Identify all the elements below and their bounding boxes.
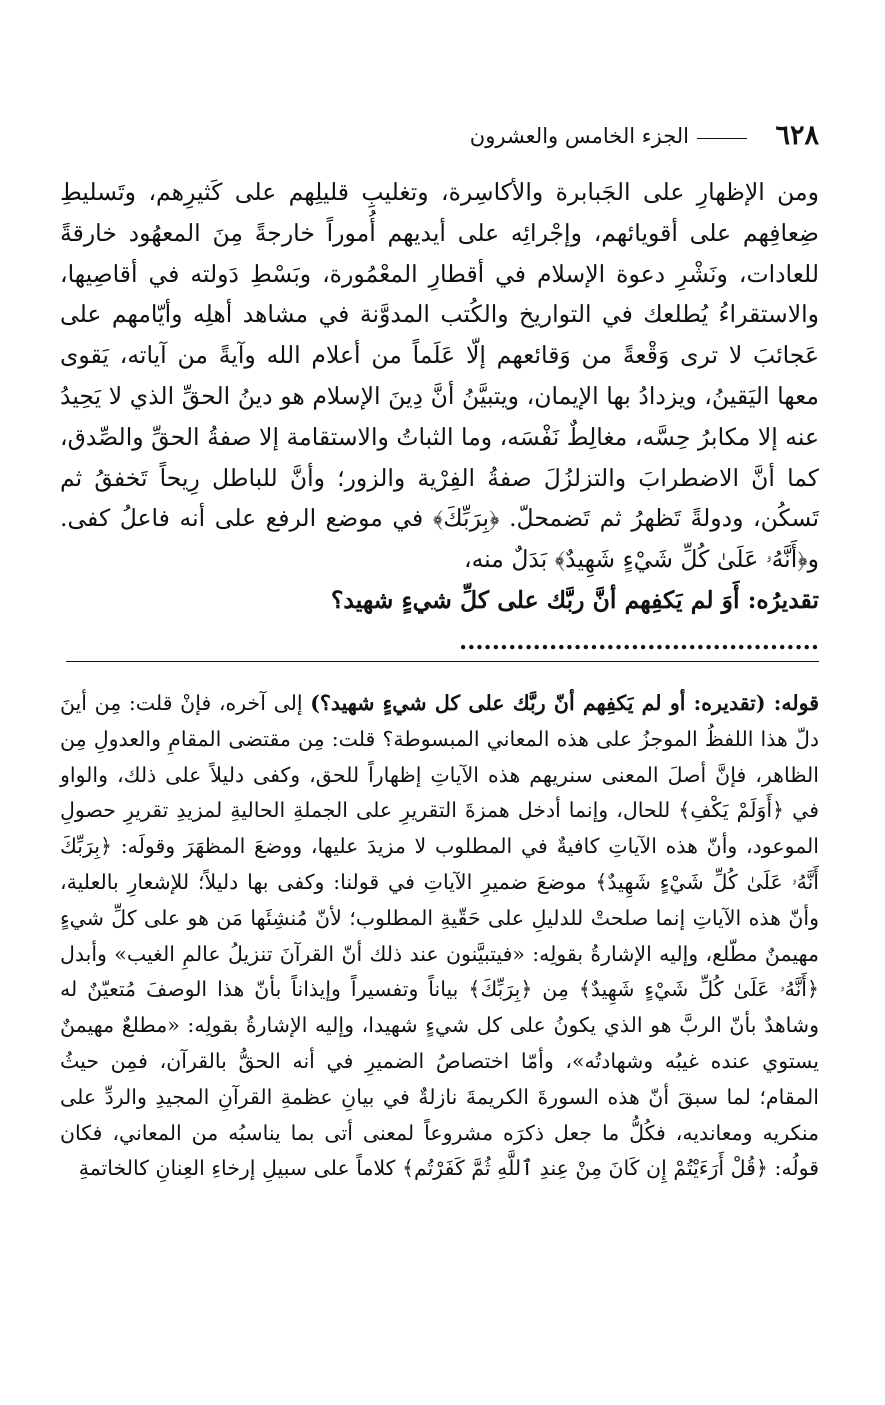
footnote-separator (66, 661, 819, 662)
main-final-line (60, 580, 819, 662)
main-paragraph: ومن الإظهارِ على الجَبابرة والأكاسِرة، وتغليبِ قليلِهم على كَثيرِهم، وتَسليطِ ضِعافِهم على أقويائهم، وإجْرائِه على أيديهم أُموراً خارجةً مِنَ المعهُود خارقةً للعادات، ونَشْرِ دعوة الإسلام في أقطارِ المعْمُورة، وبَسْطِ دَولته في أقاصِيها، والاستقراءُ يُطلعك في التواريخ والكُتب المدوَّنة في مشاهد أهلِه وأيّامهم على عَجائبَ لا ترى وَقْعةً من وَقائعهم إلّا عَلَماً من أعلام الله وآيةً من آياته، يَقوى معها اليَقينُ، ويزدادُ بها الإيمان، ويتبيَّنُ أنَّ دِينَ الإسلام هو دينُ الحقِّ الذي لا يَحِيدُ عنه إلا مكابرُ حِسَّه، مغالِطٌ نَفْسَه، وما الثباتُ والاستقامة إلا صفةُ الحقِّ والصِّدق، كما أنَّ الاضطرابَ والتزلزُلَ صفةُ الفِرْية والزور؛ وأنَّ للباطل رِيحاً تَخفقُ ثم تَسكُن، ودولةً تَظهرُ ثم تَضمحلّ. ﴿بِرَبِّكَ﴾ في موضع الرفع على أنه فاعلُ كفى. و﴿أَنَّهُۥ عَلَىٰ كُلِّ شَيْءٍ شَهِيدٌ﴾ بَدَلٌ منه، (60, 178, 819, 574)
running-title: الجزء الخامس والعشرون (469, 124, 689, 148)
commentary-lead: قوله: (تقديره: أو لم يَكفِهم أنّ ربَّك على كل شيءٍ شهيد؟) (310, 691, 819, 715)
commentary-text (60, 686, 819, 1187)
header-rule (697, 138, 747, 139)
page-number: ٦٢٨ (775, 120, 819, 151)
dotted-leader: ............................................ (459, 626, 819, 655)
commentary-paragraph (60, 686, 819, 1187)
page-header (66, 118, 819, 154)
final-sentence: تقديرُه: أَوَ لم يَكفِهم أنَّ ربَّك على كلِّ شيءٍ شهيد؟ (330, 585, 819, 614)
main-text (60, 172, 819, 662)
commentary-body: إلى آخره، فإنْ قلت: مِن أينَ دلّ هذا اللفظُ الموجزُ على هذه المعاني المبسوطة؟ قلت: مِن مقتضى المقامِ والعدولِ مِن الظاهر، فإنَّ أصلَ المعنى سنريهم هذه الآياتِ إظهاراً للحق، وكفى دليلاً على ذلك، والواو في ﴿أَوَلَمْ يَكْفِ﴾ للحال، وإنما أدخل همزةَ التقريرِ على الجملةِ الحاليةِ لمزيدِ تقريرِ حصولِ الموعود، وأنّ هذه الآياتِ كافيةٌ في المطلوب لا مزيدَ عليها، ووضعَ المظهَرَ وقولَه: ﴿بِرَبِّكَ أَنَّهُۥ عَلَىٰ كُلِّ شَيْءٍ شَهِيدٌ﴾ موضعَ ضميرِ الآياتِ في قولنا: وكفى بها دليلاً؛ للإشعارِ بالعلية، وأنّ هذه الآياتِ إنما صلحتْ للدليلِ على حَقّيةِ المطلوب؛ لأنّ مُنشِئَها مَن هو على كلِّ شيءٍ مهيمنٌ مطّلع، وإليه الإشارةُ بقولِه: «فيتبيَّنون عند ذلك أنّ القرآنَ تنزيلُ عالمِ الغيب» وأبدل ﴿أَنَّهُۥ عَلَىٰ كُلِّ شَيْءٍ شَهِيدٌ﴾ مِن ﴿بِرَبِّكَ﴾ بياناً وتفسيراً وإيذاناً بأنّ هذا الوصفَ مُتعيّنٌ له وشاهدٌ بأنّ الربَّ هو الذي يكونُ على كل شيءٍ شهيدا، وإليه الإشارةُ بقولِه: «مطلعٌ مهيمنٌ يستوي عنده غيبُه وشهادتُه»، وأمّا اختصاصُ الضميرِ في أنه الحقُّ بالقرآن، فمِن حيثُ المقام؛ لما سبقَ أنّ هذه السورةَ الكريمةَ نازلةٌ في بيانِ عظمةِ القرآنِ المجيدِ والردِّ على منكريه ومعانديه، فكُلُّ ما جعل ذكرَه مشروعاً لمعنى أتى بما يناسبُه من المعاني، فكان قولُه: ﴿قُلْ أَرَءَيْتُمْ إِن كَانَ مِنْ عِندِ ٱللَّهِ ثُمَّ كَفَرْتُم﴾ كلاماً على سبيلِ إرخاءِ العِنانِ كالخاتمةِ (60, 691, 819, 1181)
